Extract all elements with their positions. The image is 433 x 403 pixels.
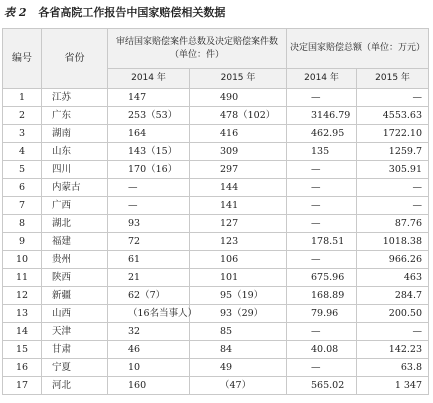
row-cases-2014: 46 [108, 341, 190, 359]
table-row [3, 125, 429, 143]
row-amount-2015: 463 [357, 269, 429, 287]
table-row [3, 89, 429, 107]
table-row [3, 215, 429, 233]
row-index: 2 [3, 107, 42, 125]
row-amount-2015: 1722.10 [357, 125, 429, 143]
row-province: 内蒙古 [42, 179, 108, 197]
header-amount-2015: 2015 年 [357, 69, 429, 89]
row-cases-2015: 101 [190, 269, 287, 287]
row-amount-2015: 63.8 [357, 359, 429, 377]
row-province: 山西 [42, 305, 108, 323]
row-cases-2014: 32 [108, 323, 190, 341]
row-amount-2015: 305.91 [357, 161, 429, 179]
caption-title: 各省高院工作报告中国家赔偿相关数据 [38, 6, 226, 19]
row-amount-2014: 565.02 [287, 377, 357, 395]
row-cases-2014: 93 [108, 215, 190, 233]
row-province: 宁夏 [42, 359, 108, 377]
row-cases-2015: 297 [190, 161, 287, 179]
row-cases-2015: 309 [190, 143, 287, 161]
table-row [3, 287, 429, 305]
table-row [3, 341, 429, 359]
row-amount-2014: — [287, 323, 357, 341]
table-row [3, 161, 429, 179]
row-amount-2015: — [357, 89, 429, 107]
row-province: 广西 [42, 197, 108, 215]
row-index: 5 [3, 161, 42, 179]
header-cases-2015: 2015 年 [190, 69, 287, 89]
row-amount-2014: 3146.79 [287, 107, 357, 125]
table-row [3, 359, 429, 377]
row-province: 贵州 [42, 251, 108, 269]
row-index: 17 [3, 377, 42, 395]
row-index: 3 [3, 125, 42, 143]
row-amount-2014: 168.89 [287, 287, 357, 305]
row-cases-2014: 10 [108, 359, 190, 377]
table-row [3, 107, 429, 125]
row-amount-2015: 1 347 [357, 377, 429, 395]
row-index: 14 [3, 323, 42, 341]
row-index: 4 [3, 143, 42, 161]
row-amount-2014: 135 [287, 143, 357, 161]
row-cases-2015: 106 [190, 251, 287, 269]
table-row [3, 233, 429, 251]
row-province: 山东 [42, 143, 108, 161]
row-province: 陕西 [42, 269, 108, 287]
row-amount-2015: — [357, 323, 429, 341]
row-cases-2014: 147 [108, 89, 190, 107]
row-province: 湖北 [42, 215, 108, 233]
row-cases-2014: — [108, 197, 190, 215]
row-province: 甘肃 [42, 341, 108, 359]
table-row [3, 197, 429, 215]
caption-number: 表 2 [4, 6, 27, 19]
row-index: 10 [3, 251, 42, 269]
row-cases-2014: 160 [108, 377, 190, 395]
row-index: 9 [3, 233, 42, 251]
row-province: 湖南 [42, 125, 108, 143]
row-amount-2014: 462.95 [287, 125, 357, 143]
header-cases-2014: 2014 年 [108, 69, 190, 89]
row-cases-2014: 143（15） [108, 143, 190, 161]
table-row [3, 305, 429, 323]
table-row [3, 323, 429, 341]
row-cases-2014: — [108, 179, 190, 197]
row-amount-2015: 1259.7 [357, 143, 429, 161]
row-amount-2015: 87.76 [357, 215, 429, 233]
row-cases-2015: 123 [190, 233, 287, 251]
row-amount-2015: — [357, 197, 429, 215]
row-province: 河北 [42, 377, 108, 395]
row-cases-2014: 61 [108, 251, 190, 269]
table-caption [4, 3, 429, 23]
row-cases-2014: 72 [108, 233, 190, 251]
row-index: 7 [3, 197, 42, 215]
row-amount-2014: — [287, 251, 357, 269]
row-amount-2015: 200.50 [357, 305, 429, 323]
row-province: 四川 [42, 161, 108, 179]
row-amount-2015: 284.7 [357, 287, 429, 305]
table-row [3, 179, 429, 197]
row-index: 13 [3, 305, 42, 323]
row-amount-2014: — [287, 197, 357, 215]
row-province: 福建 [42, 233, 108, 251]
row-amount-2015: 966.26 [357, 251, 429, 269]
header-amount-2014: 2014 年 [287, 69, 357, 89]
row-index: 16 [3, 359, 42, 377]
row-index: 8 [3, 215, 42, 233]
row-province: 广东 [42, 107, 108, 125]
row-amount-2014: 675.96 [287, 269, 357, 287]
row-amount-2015: 1018.38 [357, 233, 429, 251]
row-cases-2014: 253（53） [108, 107, 190, 125]
row-cases-2014: （16名当事人） [108, 305, 190, 323]
row-amount-2014: 40.08 [287, 341, 357, 359]
table-row [3, 269, 429, 287]
row-amount-2015: 142.23 [357, 341, 429, 359]
row-index: 6 [3, 179, 42, 197]
row-cases-2015: 84 [190, 341, 287, 359]
row-cases-2014: 21 [108, 269, 190, 287]
row-cases-2015: 416 [190, 125, 287, 143]
row-cases-2014: 170（16） [108, 161, 190, 179]
row-amount-2015: 4553.63 [357, 107, 429, 125]
table-row [3, 143, 429, 161]
row-index: 1 [3, 89, 42, 107]
row-cases-2015: 127 [190, 215, 287, 233]
row-cases-2015: 144 [190, 179, 287, 197]
table-row [3, 377, 429, 395]
row-amount-2015: — [357, 179, 429, 197]
row-index: 12 [3, 287, 42, 305]
row-amount-2014: — [287, 215, 357, 233]
header-province: 省份 [42, 29, 108, 89]
row-province: 江苏 [42, 89, 108, 107]
header-cases-group: 审结国家赔偿案件总数及决定赔偿案件数（单位：件） [108, 29, 287, 69]
header-amount-group: 决定国家赔偿总额（单位：万元） [287, 29, 429, 69]
row-index: 11 [3, 269, 42, 287]
row-cases-2015: 93（29） [190, 305, 287, 323]
row-cases-2015: （47） [190, 377, 287, 395]
header-index: 编号 [3, 29, 42, 89]
row-cases-2015: 478（102） [190, 107, 287, 125]
row-province: 新疆 [42, 287, 108, 305]
row-amount-2014: — [287, 89, 357, 107]
header-row-top [3, 29, 429, 69]
row-amount-2014: — [287, 161, 357, 179]
row-cases-2014: 164 [108, 125, 190, 143]
row-amount-2014: — [287, 359, 357, 377]
compensation-table [2, 28, 429, 395]
row-cases-2015: 141 [190, 197, 287, 215]
row-cases-2015: 95（19） [190, 287, 287, 305]
row-amount-2014: 79.96 [287, 305, 357, 323]
table-row [3, 251, 429, 269]
row-cases-2014: 62（7） [108, 287, 190, 305]
row-province: 天津 [42, 323, 108, 341]
row-cases-2015: 490 [190, 89, 287, 107]
row-cases-2015: 49 [190, 359, 287, 377]
row-amount-2014: — [287, 179, 357, 197]
row-cases-2015: 85 [190, 323, 287, 341]
row-index: 15 [3, 341, 42, 359]
row-amount-2014: 178.51 [287, 233, 357, 251]
